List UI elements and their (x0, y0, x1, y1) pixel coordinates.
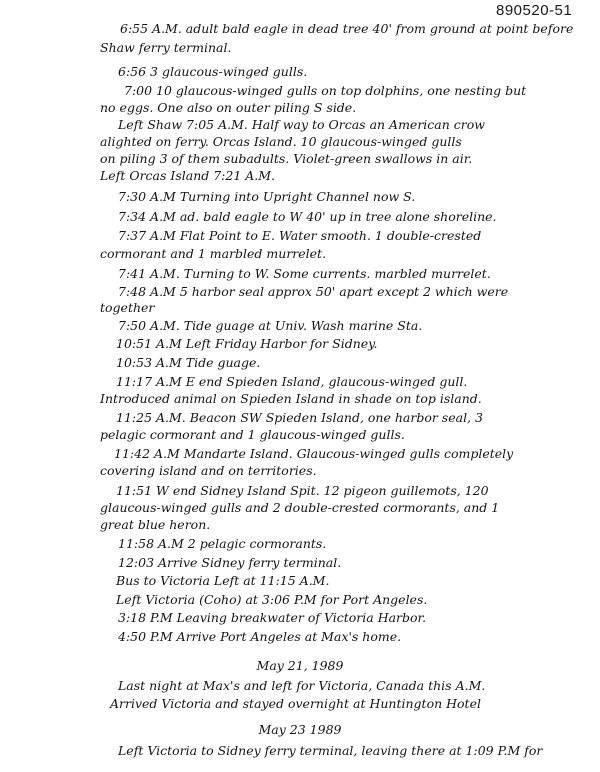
journal-line: Left Victoria to Sidney ferry terminal, leaving there at 1:09 P.M for (118, 743, 543, 758)
journal-line: Introduced animal on Spieden Island in shade on top island. (100, 391, 482, 406)
journal-line: 6:56 3 glaucous-winged gulls. (118, 64, 308, 79)
journal-line: 11:42 A.M Mandarte Island. Glaucous-winged gulls completely (114, 446, 514, 461)
journal-line: 7:00 10 glaucous-winged gulls on top dolphins, one nesting but (124, 83, 527, 98)
journal-line: 3:18 P.M Leaving breakwater of Victoria Harbor. (118, 610, 427, 625)
journal-line: 7:30 A.M Turning into Upright Channel now S. (118, 189, 416, 204)
journal-date-heading: May 21, 1989 (256, 658, 344, 673)
journal-date-heading: May 23 1989 (258, 722, 342, 737)
journal-line: on piling 3 of them subadults. Violet-green swallows in air. (100, 151, 473, 166)
journal-line: Last night at Max's and left for Victoria, Canada this A.M. (118, 678, 486, 693)
journal-line: 11:25 A.M. Beacon SW Spieden Island, one harbor seal, 3 (116, 410, 483, 425)
journal-line: 4:50 P.M Arrive Port Angeles at Max's home. (118, 629, 402, 644)
journal-line: Left Victoria (Coho) at 3:06 P.M for Port Angeles. (116, 592, 428, 607)
document-id-stamp: 890520-51 (496, 2, 573, 19)
journal-line: 12:03 Arrive Sidney ferry terminal. (118, 555, 342, 570)
journal-line: 11:17 A.M E end Spieden Island, glaucous-winged gull. (116, 374, 468, 389)
journal-line: 7:50 A.M. Tide guage at Univ. Wash marine Sta. (118, 318, 423, 333)
journal-line: 7:41 A.M. Turning to W. Some currents. marbled murrelet. (118, 266, 491, 281)
journal-line: 10:51 A.M Left Friday Harbor for Sidney. (116, 336, 378, 351)
journal-line: pelagic cormorant and 1 glaucous-winged gulls. (100, 427, 405, 442)
journal-line: covering island and on territories. (100, 463, 317, 478)
journal-line: 11:58 A.M 2 pelagic cormorants. (118, 536, 327, 551)
journal-line: great blue heron. (100, 517, 211, 532)
journal-line: 6:55 A.M. adult bald eagle in dead tree 40' from ground at point before (120, 21, 574, 36)
journal-line: 7:34 A.M ad. bald eagle to W 40' up in tree alone shoreline. (118, 209, 497, 224)
journal-line: cormorant and 1 marbled murrelet. (100, 246, 327, 261)
journal-line: 7:37 A.M Flat Point to E. Water smooth. 1 double-crested (118, 228, 482, 243)
journal-line: Bus to Victoria Left at 11:15 A.M. (116, 573, 330, 588)
journal-line: together (100, 300, 155, 315)
journal-line: glaucous-winged gulls and 2 double-crested cormorants, and 1 (100, 500, 500, 515)
journal-line: Left Shaw 7:05 A.M. Half way to Orcas an American crow (118, 117, 485, 132)
journal-line: alighted on ferry. Orcas Island. 10 glaucous-winged gulls (100, 134, 462, 149)
journal-line: Left Orcas Island 7:21 A.M. (100, 168, 276, 183)
journal-line: 11:51 W end Sidney Island Spit. 12 pigeon guillemots, 120 (116, 483, 489, 498)
journal-line: no eggs. One also on outer piling S side. (100, 100, 357, 115)
journal-line: 10:53 A.M Tide guage. (116, 355, 261, 370)
journal-line: Arrived Victoria and stayed overnight at Huntington Hotel (110, 696, 481, 711)
journal-line: 7:48 A.M 5 harbor seal approx 50' apart except 2 which were (118, 284, 509, 299)
journal-line: Shaw ferry terminal. (100, 40, 232, 55)
